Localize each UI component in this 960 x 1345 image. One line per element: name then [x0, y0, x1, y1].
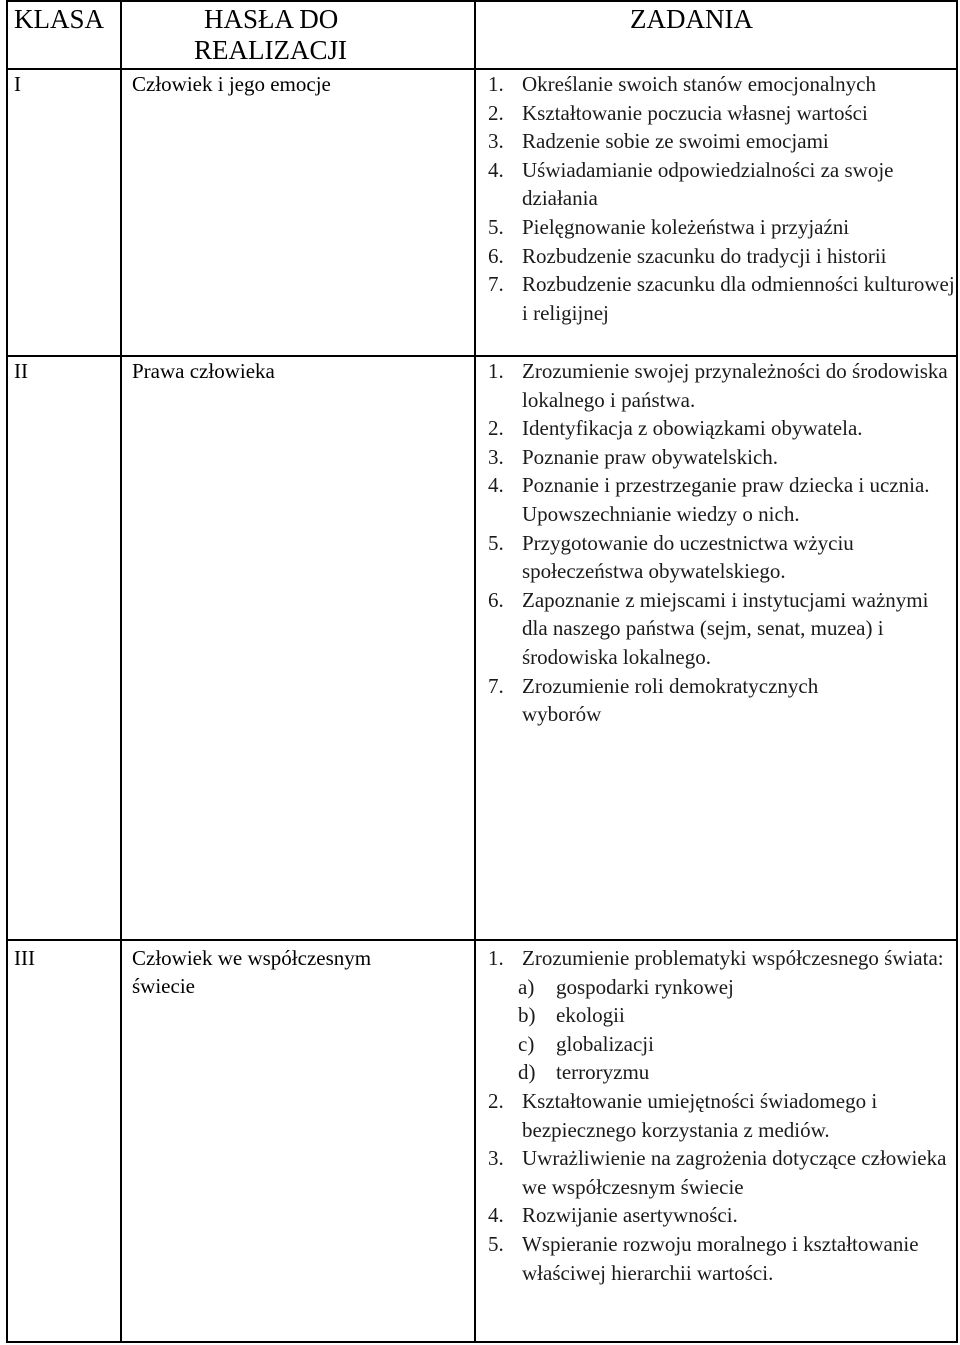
- haslo-cell-line2: świecie: [132, 974, 195, 998]
- task-list: [482, 944, 958, 1287]
- header-klasa: KLASA: [14, 4, 105, 34]
- header-zadania: ZADANIA: [630, 4, 753, 34]
- list-item: 3. Uwrażliwienie na zagrożenia dotyczące człowieka we współczesnym świecie: [488, 1146, 947, 1199]
- row-divider: [8, 939, 956, 941]
- list-item: 7. Rozbudzenie szacunku dla odmienności kulturowej i religijnej: [488, 272, 955, 325]
- haslo-cell-line1: Człowiek we współczesnym: [132, 946, 372, 970]
- list-item: 6. Zapoznanie z miejscami i instytucjami ważnymi dla naszego państwa (sejm, senat, muzea) i środowiska lokalnego.: [488, 587, 929, 669]
- column-divider: [120, 2, 122, 1341]
- list-item: 5. Przygotowanie do uczestnictwa wżyciu społeczeństwa obywatelskiego.: [488, 530, 854, 584]
- column-divider: [474, 2, 476, 1341]
- list-item: 4. Poznanie i przestrzeganie praw dziecka i ucznia. Upowszechnianie wiedzy o nich.: [488, 473, 930, 526]
- task-list: [482, 70, 958, 327]
- klasa-cell: I: [14, 72, 21, 96]
- haslo-cell: Człowiek i jego emocje: [132, 72, 331, 96]
- list-item: 2. Identyfikacja z obowiązkami obywatela.: [488, 416, 863, 441]
- task-list: [482, 357, 958, 729]
- list-item: 3. Radzenie sobie ze swoimi emocjami: [488, 129, 829, 154]
- list-item: 1. Określanie swoich stanów emocjonalnych: [488, 72, 876, 96]
- sub-list-item: c) globalizacji: [518, 1031, 654, 1056]
- header-hasla-line2: REALIZACJI: [194, 35, 347, 65]
- list-item: 1. Zrozumienie problematyki współczesnego świata: a) gospodarki rynkowej b) ekologii c) globalizacji d) terroryzmu: [482, 944, 958, 1087]
- sub-list-item: d) terroryzmu: [518, 1060, 650, 1085]
- sub-list-item: a) gospodarki rynkowej: [518, 974, 734, 999]
- list-item: 5. Wspieranie rozwoju moralnego i kształtowanie właściwej hierarchii wartości.: [488, 1231, 919, 1285]
- haslo-cell: Prawa człowieka: [132, 359, 275, 383]
- list-item: 2. Kształtowanie umiejętności świadomego i bezpiecznego korzystania z mediów.: [488, 1088, 878, 1142]
- list-item: 5. Pielęgnowanie koleżeństwa i przyjaźni: [488, 214, 850, 239]
- list-item: 7. Zrozumienie roli demokratycznych wyborów: [488, 673, 819, 727]
- klasa-cell: III: [14, 946, 35, 970]
- header-hasla-line1: HASŁA DO: [204, 4, 339, 34]
- sub-list: [482, 973, 958, 1087]
- tasks-table: [6, 0, 958, 1343]
- list-item: 4. Uświadamianie odpowiedzialności za swoje działania: [488, 157, 894, 211]
- list-item: 6. Rozbudzenie szacunku do tradycji i historii: [488, 243, 887, 268]
- list-item: 1. Zrozumienie swojej przynależności do środowiska lokalnego i państwa.: [488, 359, 948, 412]
- list-item: 3. Poznanie praw obywatelskich.: [488, 444, 779, 469]
- list-item: 4. Rozwijanie asertywności.: [488, 1203, 738, 1228]
- sub-list-item: b) ekologii: [518, 1003, 625, 1028]
- klasa-cell: II: [14, 359, 28, 383]
- list-item: 2. Kształtowanie poczucia własnej wartości: [488, 100, 868, 125]
